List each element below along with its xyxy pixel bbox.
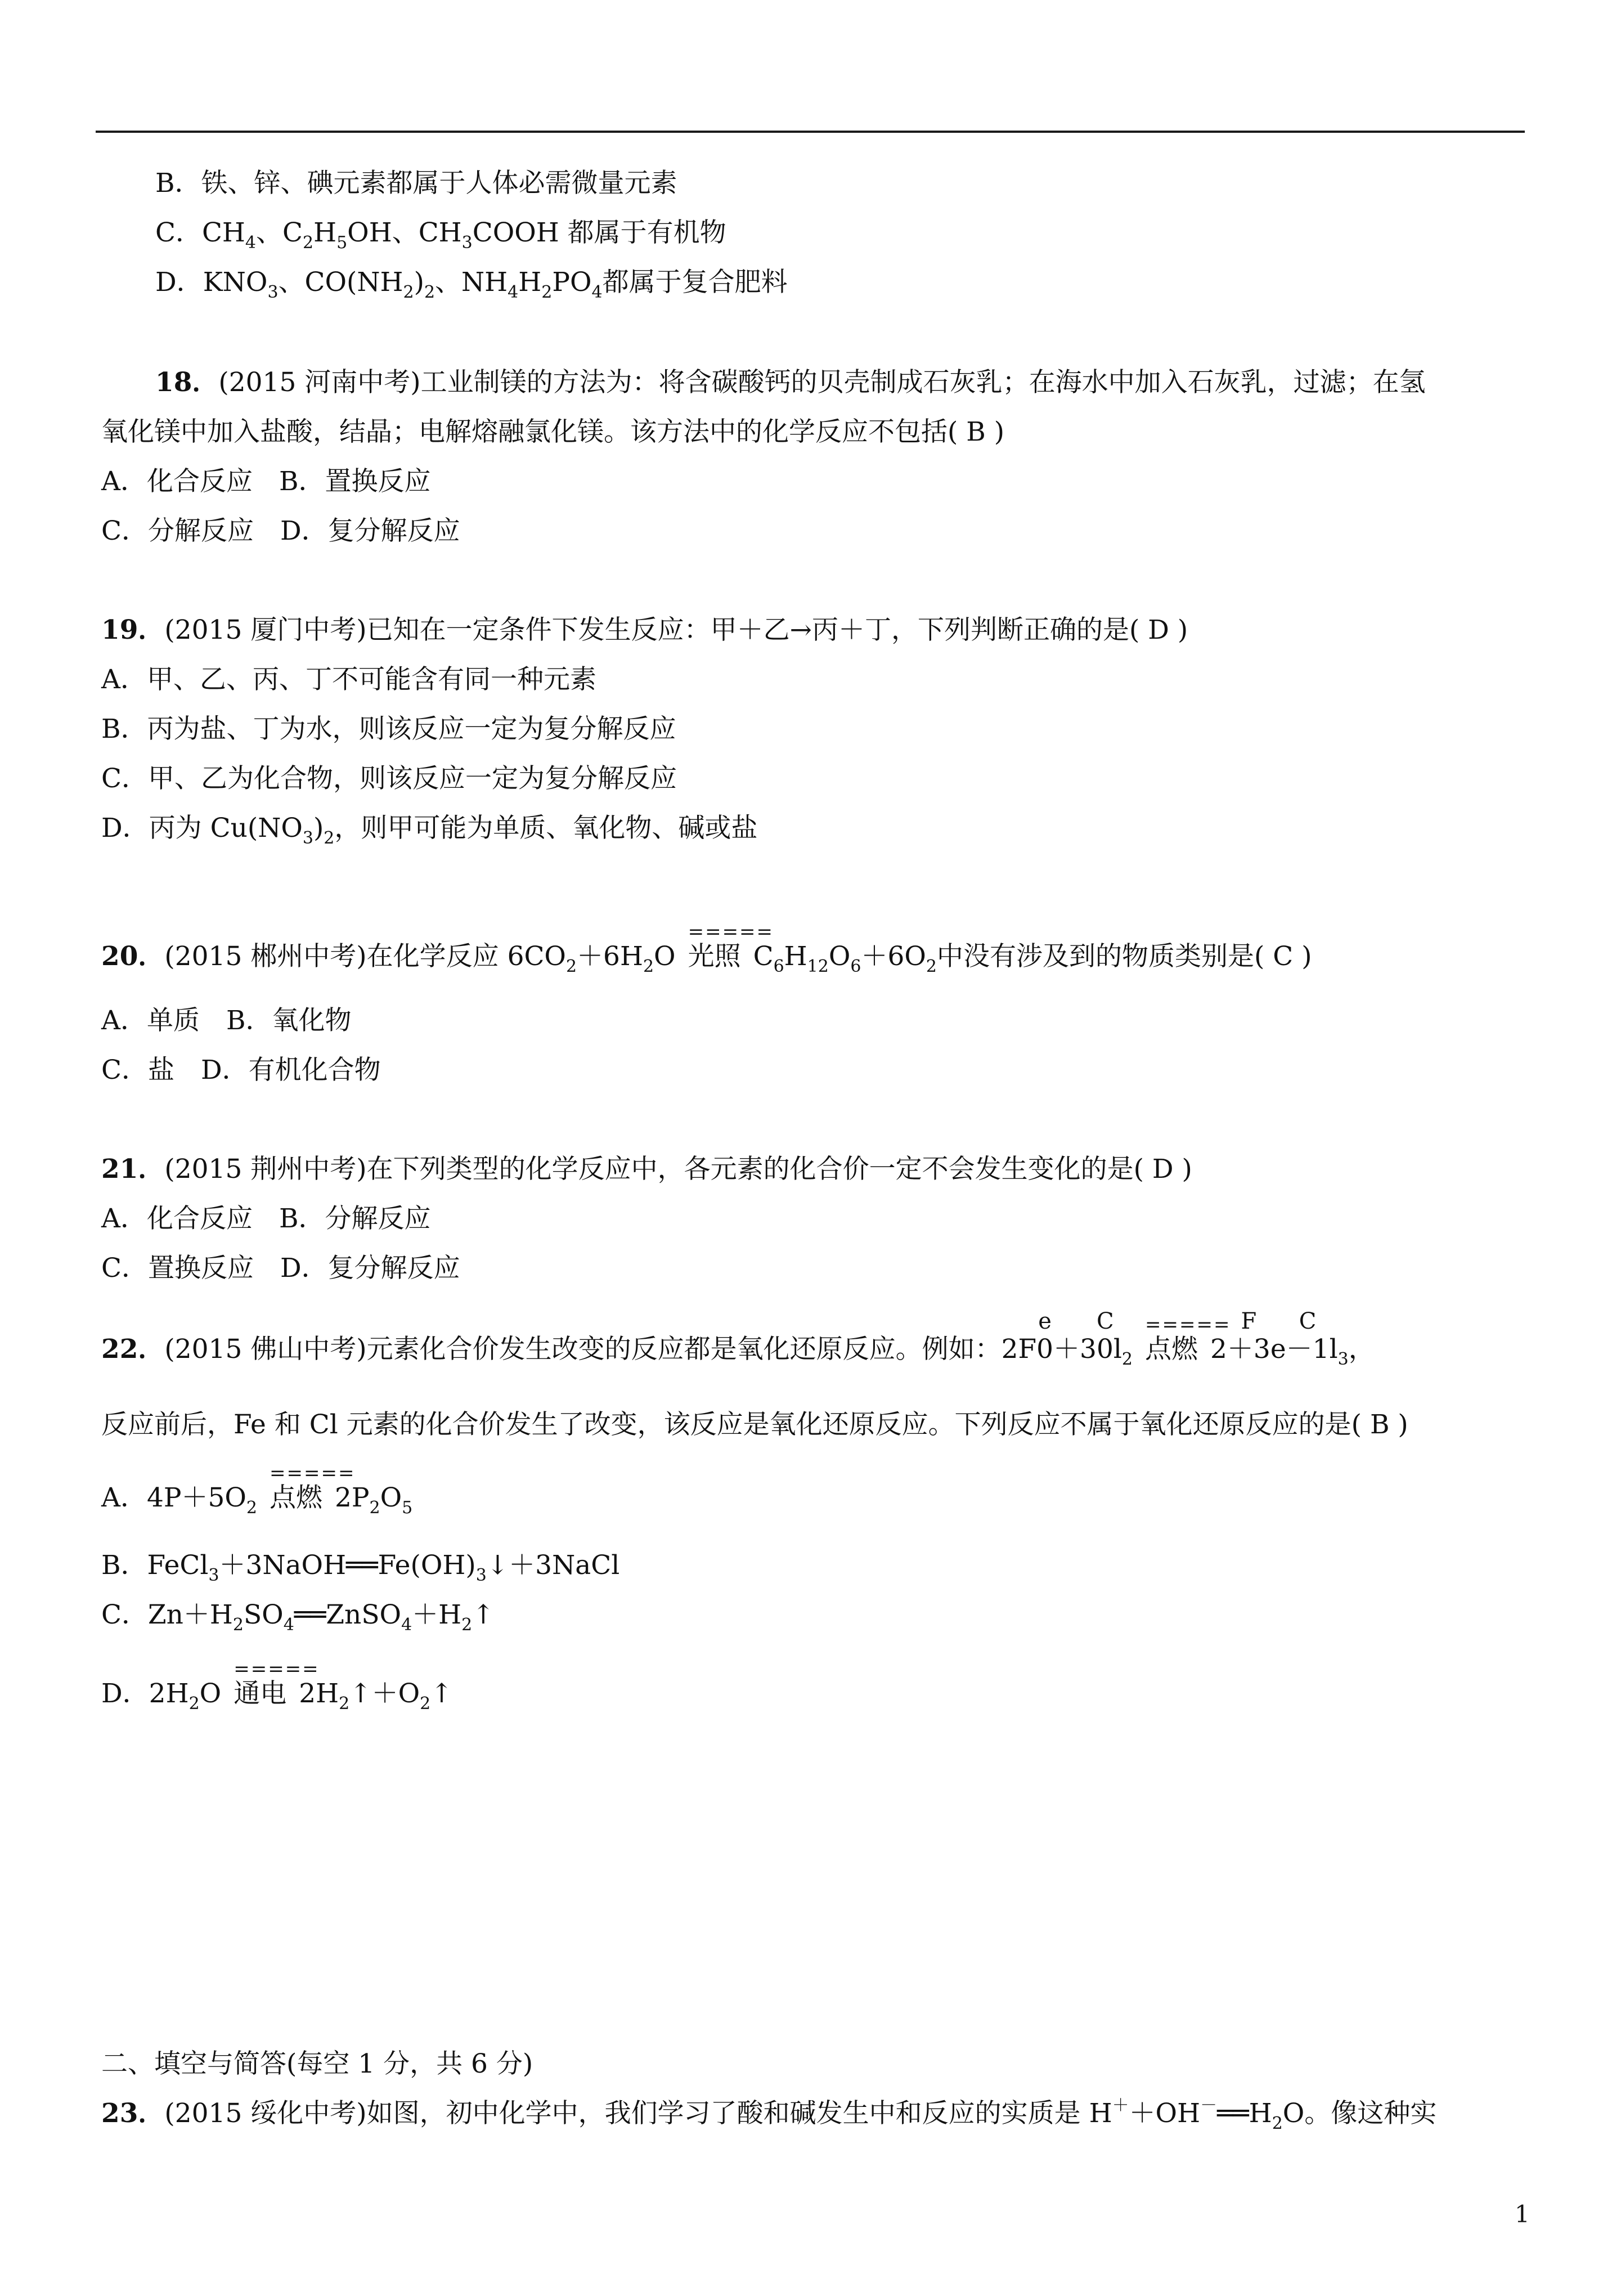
question-text: (2015 佛山中考)元素化合价发生改变的反应都是氧化还原反应。例如：2F — [164, 1334, 1037, 1365]
equals-sign: ===== — [688, 921, 774, 943]
formula-part: COOH 都属于有机物 — [472, 217, 726, 248]
subscript: 2 — [424, 282, 435, 302]
question-22-option-c — [101, 1598, 495, 1635]
question-number: 20． — [101, 941, 165, 972]
question-22-option-a — [101, 1462, 413, 1518]
question-number: 21． — [101, 1154, 165, 1185]
condition-text: 通电 — [234, 1678, 287, 1709]
question-text: (2015 河南中考)工业制镁的方法为：将含碳酸钙的贝壳制成石灰乳；在海水中加入石灰乳，过滤；在氢 — [218, 367, 1426, 398]
question-21-options-cd — [101, 1252, 460, 1285]
question-text: O。像这种实 — [1282, 2098, 1437, 2129]
subscript: 2 — [926, 957, 937, 976]
condition-text: 点燃 — [270, 1482, 322, 1513]
question-19-option-c — [101, 762, 677, 796]
subscript: 2 — [461, 1615, 473, 1635]
section-heading — [101, 2047, 533, 2081]
subscript: 3 — [267, 282, 279, 302]
subscript: 6 — [773, 957, 784, 976]
condition-text: 光照 — [688, 941, 741, 972]
question-number: 19． — [101, 615, 165, 645]
option-text: D．2H — [101, 1678, 189, 1709]
subscript: 2 — [565, 957, 577, 976]
equation-part: ＋6O — [861, 941, 926, 972]
question-23-stem — [101, 2097, 1436, 2131]
equation-part: O — [199, 1678, 222, 1709]
option-b-17 — [155, 167, 677, 200]
question-19-stem — [101, 613, 1188, 647]
question-text: 氧化镁中加入盐酸，结晶；电解熔融氯化镁。该方法中的化学反应不包括( B ) — [101, 416, 1005, 447]
option-c-17 — [155, 216, 726, 253]
equation-part: 2P — [335, 1482, 370, 1513]
question-number: 18． — [155, 367, 219, 398]
subscript: 4 — [508, 282, 519, 302]
equation-part: ↓＋3NaCl — [486, 1550, 620, 1581]
equation-part: e — [1270, 1334, 1286, 1365]
question-21-stem — [101, 1153, 1192, 1186]
equation-part: ＋OH — [1129, 2098, 1201, 2129]
equation-part: ↑ — [430, 1678, 453, 1709]
option-text: A．单质 B．氧化物 — [101, 1005, 352, 1036]
option-text: D．丙为 Cu(NO — [101, 813, 303, 844]
formula-part: PO — [552, 267, 592, 298]
subscript: 2 — [188, 1694, 200, 1714]
option-text: ) — [313, 813, 324, 844]
equals-sign: ===== — [234, 1658, 320, 1680]
subscript: 4 — [283, 1615, 294, 1635]
overset: C — [1096, 1308, 1114, 1334]
question-19-option-d — [101, 811, 758, 848]
question-number: 23． — [101, 2098, 165, 2129]
equation-part: (2015 郴州中考)在化学反应 6CO — [164, 941, 566, 972]
formula-part: H — [313, 217, 337, 248]
valence-base: ＋3 — [1227, 1334, 1270, 1365]
question-20-options-cd — [101, 1053, 381, 1087]
subscript: 2 — [232, 1615, 244, 1635]
question-19-option-b — [101, 712, 676, 746]
equation-part: ＋H — [412, 1599, 462, 1630]
subscript: 2 — [1121, 1349, 1133, 1369]
valence-mark — [1096, 1308, 1114, 1366]
subscript: 2 — [339, 1694, 350, 1714]
question-22-stem — [101, 1308, 1375, 1369]
overset: F — [1241, 1308, 1257, 1334]
option-text: C．分解反应 D．复分解反应 — [101, 515, 460, 546]
question-18-stem-cont — [101, 415, 1004, 449]
equation-part: 2 — [1210, 1334, 1227, 1365]
question-21-options-ab — [101, 1202, 430, 1236]
equation-part: O — [380, 1482, 402, 1513]
valence-base: 0 — [1036, 1334, 1054, 1365]
subscript: 2 — [420, 1694, 431, 1714]
question-text: (2015 绥化中考)如图，初中化学中，我们学习了酸和碱发生中和反应的实质是 H — [164, 2098, 1112, 2129]
option-text: C．甲、乙为化合物，则该反应一定为复分解反应 — [101, 763, 677, 794]
equation-part: ＋3NaOH══Fe(OH) — [219, 1550, 476, 1581]
question-19-option-a — [101, 663, 596, 697]
valence-mark — [1036, 1308, 1054, 1366]
equation-part: ＋3 — [1053, 1334, 1097, 1365]
question-20-stem — [101, 921, 1312, 976]
formula-part: 、CO(NH — [278, 267, 403, 298]
reaction-condition — [1145, 1313, 1231, 1366]
equation-part: H — [784, 941, 807, 972]
option-text: C．置换反应 D．复分解反应 — [101, 1253, 460, 1284]
equation-part: SO — [243, 1599, 284, 1630]
formula-part: 、NH — [435, 267, 508, 298]
superscript: ＋ — [1112, 2096, 1129, 2115]
subscript: 6 — [850, 957, 861, 976]
question-18-stem — [155, 366, 1426, 400]
equation-part: O — [828, 941, 851, 972]
option-text: A．甲、乙、丙、丁不可能含有同一种元素 — [101, 664, 596, 695]
equation-part: ＋6H — [577, 941, 643, 972]
subscript: 3 — [461, 233, 473, 253]
question-18-options-cd — [101, 514, 460, 548]
option-text: B．丙为盐、丁为水，则该反应一定为复分解反应 — [101, 714, 676, 745]
question-text: 反应前后，Fe 和 Cl 元素的化合价发生了改变，该反应是氧化还原反应。下列反应不属于氧化还原反应的是( B ) — [101, 1409, 1408, 1440]
option-text: C．Zn＋H — [101, 1599, 233, 1630]
subscript: 4 — [245, 233, 257, 253]
subscript: 3 — [208, 1566, 219, 1585]
equation-part: 2H — [299, 1678, 339, 1709]
equation-part: ══H — [1217, 2098, 1272, 2129]
reaction-condition — [688, 921, 774, 974]
question-22-stem-cont — [101, 1408, 1408, 1442]
valence-base: －1 — [1286, 1334, 1330, 1365]
question-text: ， — [1348, 1334, 1375, 1365]
question-20-options-ab — [101, 1004, 351, 1038]
option-d-17 — [155, 266, 788, 302]
equals-sign: ===== — [270, 1462, 356, 1485]
valence-mark — [1227, 1308, 1270, 1366]
question-22-option-b — [101, 1549, 620, 1585]
equation-part: ══ZnSO — [294, 1599, 402, 1630]
option-label: B． — [155, 168, 201, 199]
option-text: ，则甲可能为单质、氧化物、碱或盐 — [334, 813, 758, 844]
overset: C — [1299, 1308, 1317, 1334]
formula-part: 都属于复合肥料 — [602, 267, 788, 298]
subscript: 12 — [807, 957, 829, 976]
subscript: 4 — [591, 282, 603, 302]
question-18-options-ab — [101, 465, 430, 499]
equation-part: O — [654, 941, 676, 972]
equation-part: l — [1113, 1334, 1122, 1365]
subscript: 2 — [302, 233, 314, 253]
valence-mark — [1286, 1308, 1330, 1366]
question-text: (2015 厦门中考)已知在一定条件下发生反应：甲＋乙→丙＋丁，下列判断正确的是( D ) — [164, 615, 1188, 645]
equation-part: ↑＋O — [349, 1678, 420, 1709]
section-title: 二、填空与简答(每空 1 分，共 6 分) — [101, 2048, 533, 2079]
option-text: 铁、锌、碘元素都属于人体必需微量元素 — [201, 168, 677, 199]
subscript: 2 — [541, 282, 553, 302]
subscript: 3 — [302, 828, 313, 848]
formula-part: ) — [414, 267, 424, 298]
subscript: 4 — [401, 1615, 412, 1635]
subscript: 2 — [324, 828, 335, 848]
formula-part: KNO — [203, 267, 268, 298]
subscript: 5 — [402, 1498, 413, 1518]
overset: e — [1038, 1308, 1052, 1334]
option-label: D． — [155, 267, 203, 298]
superscript: － — [1200, 2096, 1218, 2115]
page-number: 1 — [1515, 2200, 1530, 2228]
question-22-option-d — [101, 1658, 453, 1714]
formula-part: H — [518, 267, 542, 298]
condition-text: 点燃 — [1145, 1334, 1198, 1365]
option-text: A．4P＋5O — [101, 1482, 246, 1513]
subscript: 2 — [246, 1498, 257, 1518]
subscript: 2 — [643, 957, 654, 976]
option-text: A．化合反应 B．分解反应 — [101, 1203, 431, 1234]
header-rule — [96, 131, 1525, 133]
equation-part: ↑ — [472, 1599, 495, 1630]
subscript: 2 — [403, 282, 414, 302]
subscript: 3 — [1337, 1349, 1349, 1369]
formula-part: 、C — [256, 217, 303, 248]
option-label: C． — [155, 217, 202, 248]
formula-part: CH — [201, 217, 245, 248]
subscript: 3 — [475, 1566, 487, 1585]
question-number: 22． — [101, 1334, 165, 1365]
option-text: A．化合反应 B．置换反应 — [101, 466, 431, 497]
subscript: 2 — [1272, 2114, 1283, 2133]
valence-base: 0 — [1096, 1334, 1113, 1365]
subscript: 2 — [369, 1498, 380, 1518]
subscript: 5 — [336, 233, 348, 253]
formula-part: OH、CH — [347, 217, 462, 248]
question-text: (2015 荆州中考)在下列类型的化学反应中，各元素的化合价一定不会发生变化的是( D ) — [164, 1154, 1192, 1185]
option-text: B．FeCl — [101, 1550, 209, 1581]
equals-sign: ===== — [1145, 1313, 1231, 1336]
question-text: 中没有涉及到的物质类别是( C ) — [937, 941, 1312, 972]
option-text: C．盐 D．有机化合物 — [101, 1055, 381, 1086]
equation-part: l — [1329, 1334, 1338, 1365]
equation-part: C — [753, 941, 774, 972]
